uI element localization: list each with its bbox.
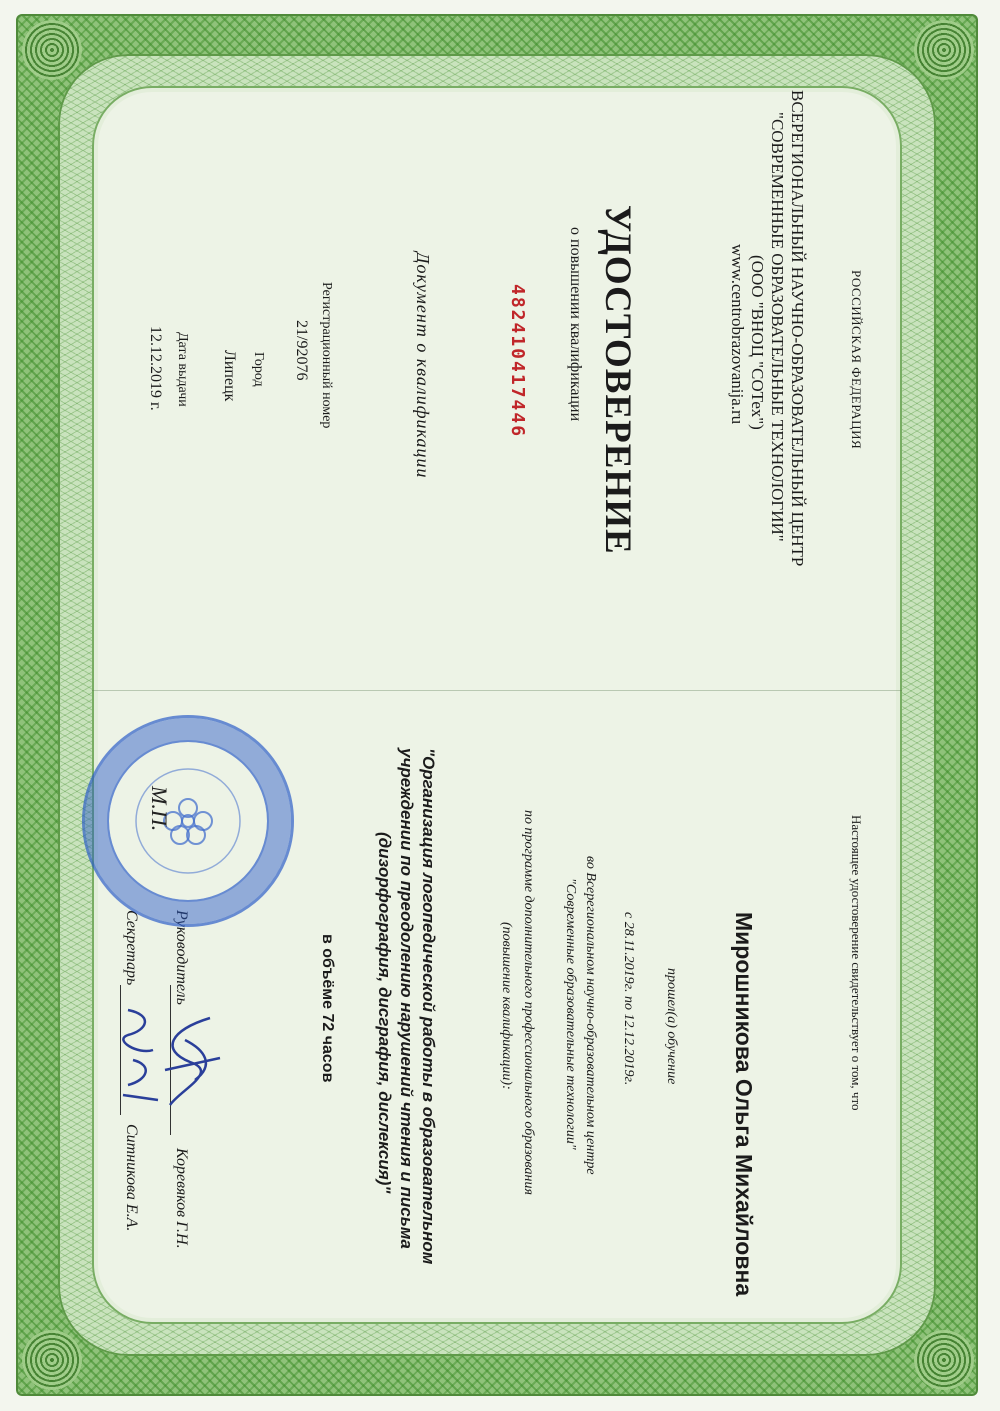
center-name-line1: во Всерегиональном научно-образовательном центре: [583, 856, 598, 1175]
secretary-role: Секретарь: [123, 910, 140, 986]
secretary-name: Ситникова Е.А.: [123, 1124, 140, 1232]
city-value: Липецк: [221, 350, 238, 402]
serial-number: 482410417446: [507, 284, 528, 439]
course-title-line2: учреждении по преодолению нарушений чтения и письма: [397, 748, 416, 1249]
corner-ornament-icon: [22, 1330, 82, 1390]
completed-text: прошел(а) обучение: [664, 968, 679, 1085]
registration-number: 21/92076: [293, 320, 310, 381]
document-title: УДОСТОВЕРЕНИЕ: [597, 205, 638, 555]
center-name-line2: "Современные образовательные технологии": [563, 878, 578, 1150]
director-name: Коревяков Г.Н.: [173, 1148, 190, 1249]
stamp-mark: М.П.: [147, 786, 172, 832]
issue-date: 12.12.2019 г.: [147, 326, 164, 411]
page-fold-line: [92, 690, 902, 691]
org-name-line2: "СОВРЕМЕННЫЕ ОБРАЗОВАТЕЛЬНЫЕ ТЕХНОЛОГИИ": [768, 112, 787, 542]
recipient-name: Мирошникова Ольга Михайловна: [731, 912, 757, 1297]
stamp-ring: [85, 718, 291, 924]
org-website: www.centrobrazovanija.ru: [728, 244, 747, 425]
certifies-text: Настоящее удостоверение свидетельствует о том, что: [849, 815, 864, 1111]
corner-ornament-icon: [914, 20, 974, 80]
course-title-line3: (дизорфография, дисграфия, дислексия)": [375, 832, 394, 1194]
issue-date-label: Дата выдачи: [175, 332, 190, 407]
secretary-signature: [108, 1000, 178, 1110]
study-period: с 28.11.2019г. по 12.12.2019г.: [621, 912, 636, 1086]
director-role: Руководитель: [173, 910, 190, 1005]
course-title-line1: "Организация логопедической работы в образовательном: [419, 748, 438, 1265]
registration-label: Регистрационный номер: [319, 282, 334, 429]
document-subtitle: о повышении квалификации: [567, 227, 584, 422]
org-name-line3: (ООО "ВНОЦ "СОТех"): [748, 255, 767, 430]
program-type-line1: по программе дополнительного профессионального образования: [521, 810, 536, 1195]
country-label: РОССИЙСКАЯ ФЕДЕРАЦИЯ: [849, 270, 864, 450]
course-hours: в объёме 72 часов: [319, 934, 336, 1083]
corner-ornament-icon: [914, 1330, 974, 1390]
program-type-line2: (повышение квалификации):: [499, 922, 514, 1090]
corner-ornament-icon: [22, 20, 82, 80]
org-name-line1: ВСЕРЕГИОНАЛЬНЫЙ НАУЧНО-ОБРАЗОВАТЕЛЬНЫЙ ЦЕНТР: [788, 90, 807, 567]
document-type: Документ о квалификации: [413, 252, 433, 479]
city-label: Город: [251, 352, 266, 387]
organization-stamp: [82, 715, 294, 927]
